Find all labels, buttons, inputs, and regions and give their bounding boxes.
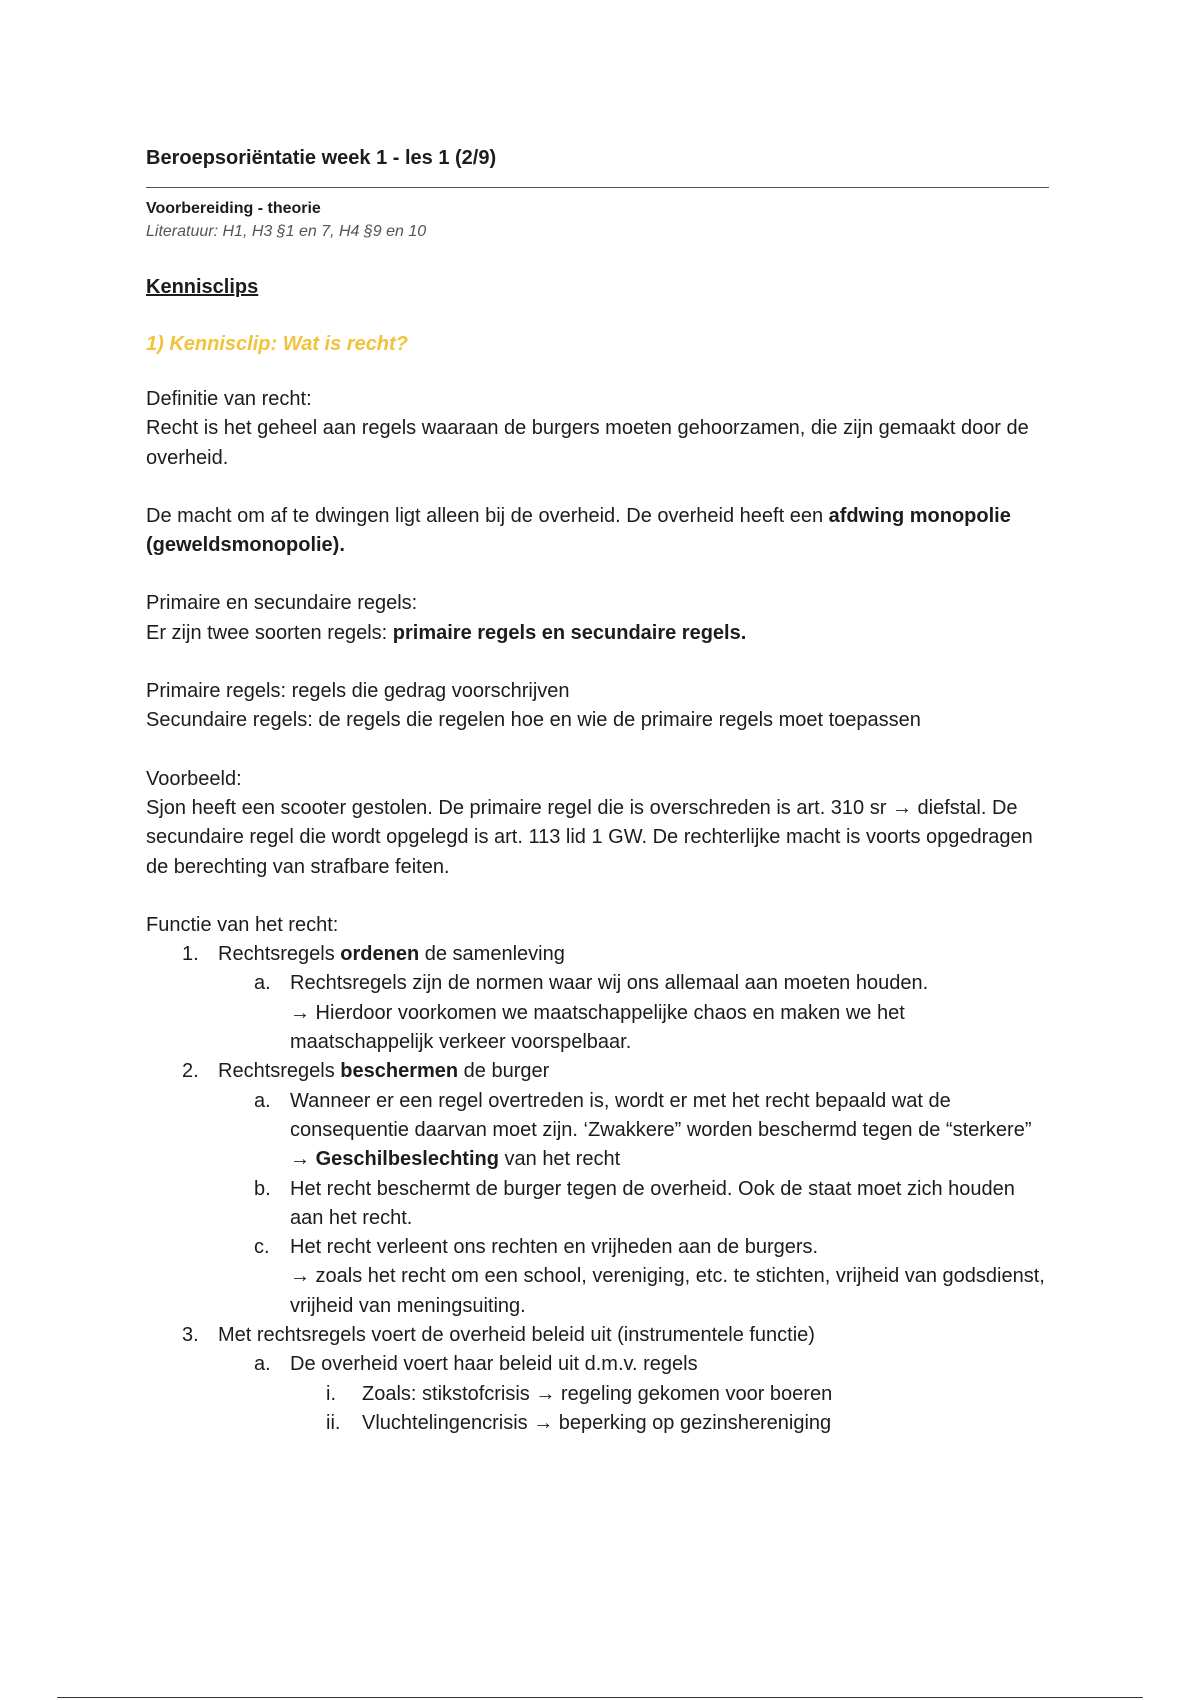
definition-text: Recht is het geheel aan regels waaraan de burgers moeten gehoorzamen, die zijn gemaakt door de overheid. — [146, 417, 1029, 469]
list-item-text: de burger — [458, 1060, 550, 1083]
sub-list-item — [218, 1175, 1051, 1234]
list-item — [146, 940, 1051, 1057]
sub-list-item — [218, 1350, 1051, 1438]
list-marker: 2. — [182, 1060, 199, 1083]
list-item — [146, 1057, 1051, 1321]
sub-item-arrow-text — [290, 1145, 1051, 1174]
rules-text — [146, 619, 1051, 648]
functions-list — [146, 940, 1051, 1438]
power-block — [146, 502, 1051, 561]
sub-item-text: Wanneer er een regel overtreden is, wordt er met het recht bepaald wat de consequentie daarvan moet zijn. ‘Zwakkere” worden beschermd tegen de “sterkere” — [290, 1089, 1032, 1141]
document-page — [146, 141, 1051, 1438]
sub-sub-item-text: Zoals: stikstofcrisis → regeling gekomen voor boeren — [362, 1382, 833, 1405]
list-item-text: de samenleving — [419, 943, 565, 966]
list-item — [146, 1321, 1051, 1438]
list-marker: a. — [254, 1089, 271, 1112]
list-marker: 1. — [182, 943, 199, 966]
power-text — [146, 502, 1051, 561]
sub-list — [218, 1350, 1051, 1438]
rules-definitions-block — [146, 677, 1051, 736]
sub-sub-item-text: Vluchtelingencrisis → beperking op gezinshereniging — [362, 1411, 832, 1434]
list-item-text: Met rechtsregels voert de overheid beleid uit (instrumentele functie) — [218, 1324, 815, 1347]
section-heading-kennisclips: Kennisclips — [146, 276, 259, 298]
list-item-text: Rechtsregels — [218, 1060, 341, 1083]
preparation-title: Voorbereiding - theorie — [146, 200, 321, 217]
list-marker: b. — [254, 1177, 271, 1200]
sub-list-item — [218, 969, 1051, 1057]
sub-item-text: Het recht beschermt de burger tegen de overheid. Ook de staat moet zich houden aan het recht. — [290, 1177, 1015, 1229]
rules-label: Primaire en secundaire regels: — [146, 592, 418, 615]
example-label: Voorbeeld: — [146, 767, 242, 790]
sub-list-item — [218, 1233, 1051, 1321]
power-text-bold: afdwing monopolie (geweldsmonopolie). — [146, 504, 1011, 557]
bottom-divider — [57, 1697, 1143, 1698]
sub-list-item — [218, 1087, 1051, 1175]
sub-list — [218, 1087, 1051, 1321]
list-item-bold: beschermen — [340, 1060, 459, 1083]
sub-item-arrow-text: → zoals het recht om een school, vereniging, etc. te stichten, vrijheid van godsdienst, vrijheid van meningsuiting. — [290, 1265, 1045, 1317]
sub-sub-list-item — [290, 1409, 1051, 1438]
example-block — [146, 765, 1051, 882]
list-marker: ii. — [326, 1411, 341, 1434]
list-marker: a. — [254, 1353, 271, 1376]
rules-block — [146, 589, 1051, 648]
sub-sub-list-item — [290, 1380, 1051, 1409]
clip-heading: 1) Kennisclip: Wat is recht? — [146, 333, 408, 355]
primary-rules-text: Primaire regels: regels die gedrag voorschrijven — [146, 680, 570, 703]
sub-item-text: Rechtsregels zijn de normen waar wij ons allemaal aan moeten houden. — [290, 972, 929, 995]
sub-list — [218, 969, 1051, 1057]
list-marker: c. — [254, 1236, 270, 1259]
power-text-plain: De macht om af te dwingen ligt alleen bij de overheid. De overheid heeft een — [146, 504, 829, 527]
sub-item-arrow-text: → Hierdoor voorkomen we maatschappelijke chaos en maken we het maatschappelijk verkeer voorspelbaar. — [290, 1001, 905, 1054]
rules-text-bold: primaire regels en secundaire regels. — [392, 621, 747, 644]
literature-reference: Literatuur: H1, H3 §1 en 7, H4 §9 en 10 — [146, 223, 427, 240]
list-marker: 3. — [182, 1324, 199, 1347]
sub-item-text: De overheid voert haar beleid uit d.m.v. regels — [290, 1353, 698, 1376]
list-item-text: Rechtsregels — [218, 943, 341, 966]
sub-item-text: van het recht — [498, 1148, 621, 1171]
functions-block — [146, 911, 1051, 1438]
rules-text-plain: Er zijn twee soorten regels: — [146, 621, 393, 644]
definition-block — [146, 385, 1051, 473]
document-title: Beroepsoriëntatie week 1 - les 1 (2/9) — [146, 147, 497, 169]
functions-label: Functie van het recht: — [146, 913, 339, 936]
list-marker: i. — [326, 1382, 336, 1405]
sub-item-bold: Geschilbeslechting — [315, 1148, 499, 1171]
definition-label: Definitie van recht: — [146, 388, 312, 410]
list-marker: a. — [254, 972, 271, 995]
example-text: Sjon heeft een scooter gestolen. De primaire regel die is overschreden is art. 310 sr → diefstal. De secundaire regel die wordt opgelegd is art. 113 lid 1 GW. De rechterlijke macht is voorts opgedragen de berechting van strafbare feiten. — [146, 796, 1033, 878]
sub-item-text: Het recht verleent ons rechten en vrijheden aan de burgers. — [290, 1236, 819, 1259]
arrow-glyph: → — [290, 1148, 316, 1171]
sub-sub-list — [290, 1380, 1051, 1439]
list-item-bold: ordenen — [340, 943, 420, 966]
secondary-rules-text: Secundaire regels: de regels die regelen hoe en wie de primaire regels moet toepassen — [146, 709, 921, 732]
title-divider — [146, 187, 1049, 188]
